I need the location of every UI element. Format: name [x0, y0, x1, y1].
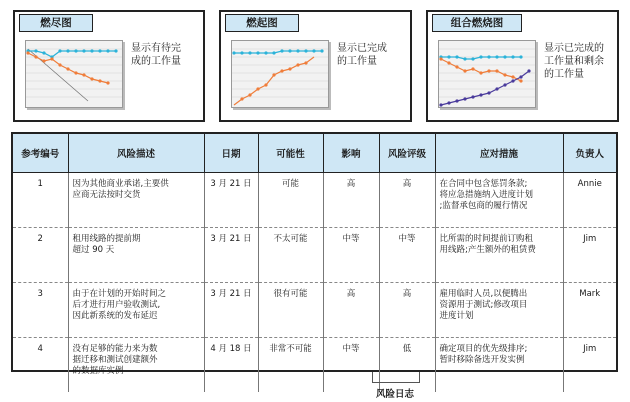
- impact-cell: 中等: [323, 228, 379, 283]
- burnup-chart: [231, 40, 329, 108]
- likelihood-cell: 不太可能: [258, 228, 323, 283]
- description-cell: 由于在计划的开始时间之 后才进行用户验收测试, 因此新系统的发布延迟: [68, 283, 204, 338]
- header-response: 应对措施: [435, 134, 563, 173]
- orange-series: [441, 59, 521, 81]
- date-cell: 3 月 21 日: [204, 173, 258, 228]
- table-row: [13, 228, 616, 283]
- header-ref: 参考编号: [13, 134, 68, 173]
- likelihood-cell: 可能: [258, 173, 323, 228]
- table-row: [13, 338, 616, 393]
- description-cell: 租用线路的提前期 超过 90 天: [68, 228, 204, 283]
- header-rating: 风险评级: [379, 134, 435, 173]
- purple-series: [441, 71, 529, 105]
- rating-cell: 高: [379, 283, 435, 338]
- description-cell: 因为其他商业承诺,主要供 应商无法按时交货: [68, 173, 204, 228]
- footer-caption: 风险日志: [375, 389, 414, 400]
- risk-log-table: [11, 132, 618, 376]
- combined-burn-card: [426, 10, 619, 122]
- ref-cell: 4: [13, 338, 68, 393]
- burndown-chart: [25, 40, 123, 108]
- ref-cell: 2: [13, 228, 68, 283]
- cyan-series: [28, 51, 116, 57]
- date-cell: 4 月 18 日: [204, 338, 258, 393]
- owner-cell: Jim: [583, 344, 597, 354]
- rating-cell: 高: [379, 173, 435, 228]
- rating-cell: 中等: [379, 228, 435, 283]
- burnup-tab: 燃起图: [225, 14, 299, 32]
- response-cell: 确定项目的优先级排序; 暂时移除备选开发实例: [435, 338, 563, 393]
- rating-cell: 低: [379, 338, 435, 393]
- combined-burn-chart: [438, 40, 536, 108]
- owner-cell: Annie: [563, 173, 616, 228]
- ref-cell: 3: [13, 283, 68, 338]
- header-description: 风险描述: [68, 134, 204, 173]
- date-cell: 3 月 21 日: [204, 283, 258, 338]
- burnup-card: [219, 10, 412, 122]
- header-date: 日期: [204, 134, 258, 173]
- impact-cell: 中等: [323, 338, 379, 393]
- date-cell: 3 月 21 日: [204, 228, 258, 283]
- likelihood-cell: 非常不可能: [258, 338, 323, 393]
- combined-burn-description: 显示已完成的 工作量和剩余 的工作量: [544, 43, 604, 80]
- header-owner: 负责人: [563, 134, 616, 173]
- header-impact: 影响: [323, 134, 379, 173]
- impact-cell: 高: [323, 283, 379, 338]
- owner-cell: Jim: [563, 228, 616, 283]
- description-cell: 没有足够的能力来为数 据迁移和测试创建额外 的数据库实例: [68, 338, 204, 393]
- risk-rating-bracket: [372, 372, 420, 383]
- likelihood-cell: 很有可能: [258, 283, 323, 338]
- combined-burn-tab: 组合燃烧图: [432, 14, 522, 32]
- burndown-description: 显示有待完 成的工作量: [131, 43, 181, 67]
- response-cell: 在合同中包含惩罚条款; 将应急措施纳入进度计划 ;监督承包商的履行情况: [435, 173, 563, 228]
- impact-cell: 高: [323, 173, 379, 228]
- burnup-description: 显示已完成 的工作量: [337, 43, 387, 67]
- cyan-series: [234, 51, 322, 53]
- response-cell: 比所需的时间提前订购租 用线路;产生额外的租赁费: [435, 228, 563, 283]
- header-likelihood: 可能性: [258, 134, 323, 173]
- table-row: [13, 173, 616, 228]
- owner-cell: Mark: [563, 283, 616, 338]
- table-row: [13, 283, 616, 338]
- burndown-card: [13, 10, 205, 122]
- burndown-tab: 燃尽图: [19, 14, 93, 32]
- response-cell: 雇用临时人员,以便腾出 资源用于测试;修改项目 进度计划: [435, 283, 563, 338]
- ref-cell: 1: [13, 173, 68, 228]
- table-header-row: [13, 134, 616, 173]
